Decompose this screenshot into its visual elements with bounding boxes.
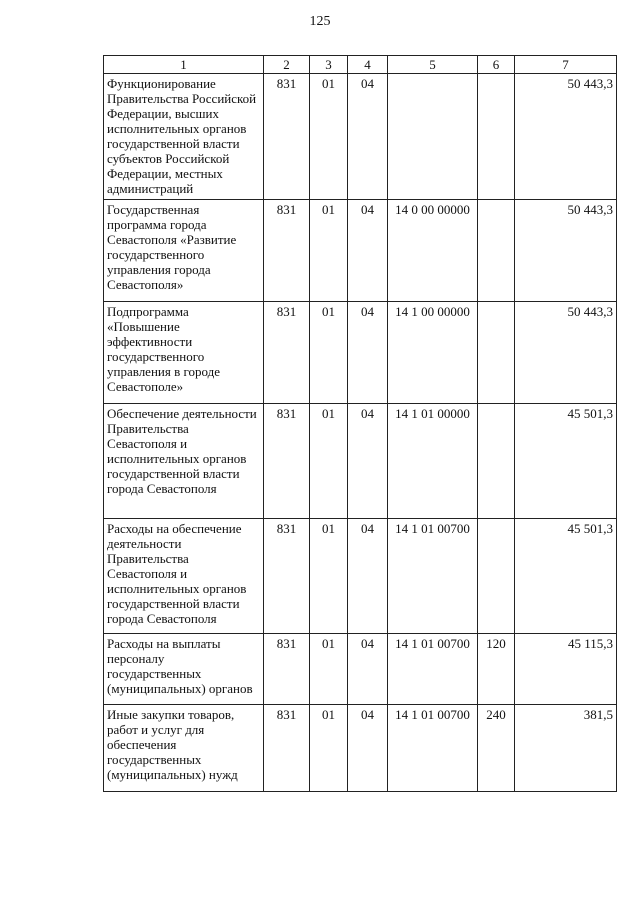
row-name: Иные закупки товаров, работ и услуг для обеспечения государственных (муниципальных) нужд xyxy=(104,705,264,792)
header-col-6: 6 xyxy=(478,56,515,74)
row-rz: 01 xyxy=(310,705,348,792)
row-pr: 04 xyxy=(348,302,388,404)
row-sum: 50 443,3 xyxy=(515,302,617,404)
row-pr: 04 xyxy=(348,74,388,200)
row-grbs: 831 xyxy=(264,519,310,634)
row-vr xyxy=(478,302,515,404)
header-col-7: 7 xyxy=(515,56,617,74)
row-pr: 04 xyxy=(348,705,388,792)
row-rz: 01 xyxy=(310,74,348,200)
row-name: Обеспечение деятельности Правительства Севастополя и исполнительных органов государственной власти города Севастополя xyxy=(104,404,264,519)
row-vr xyxy=(478,519,515,634)
header-col-4: 4 xyxy=(348,56,388,74)
header-col-5: 5 xyxy=(388,56,478,74)
header-col-2: 2 xyxy=(264,56,310,74)
row-name: Расходы на выплаты персоналу государственных (муниципальных) органов xyxy=(104,634,264,705)
row-csr: 14 1 01 00700 xyxy=(388,634,478,705)
row-vr xyxy=(478,404,515,519)
row-sum: 45 115,3 xyxy=(515,634,617,705)
row-vr: 120 xyxy=(478,634,515,705)
table-row xyxy=(104,634,617,705)
row-name: Функционирование Правительства Российской Федерации, высших исполнительных органов государственной власти субъектов Российской Федерации, местных администраций xyxy=(104,74,264,200)
row-vr: 240 xyxy=(478,705,515,792)
row-pr: 04 xyxy=(348,200,388,302)
row-csr xyxy=(388,74,478,200)
row-name: Расходы на обеспечение деятельности Правительства Севастополя и исполнительных органов государственной власти города Севастополя xyxy=(104,519,264,634)
row-sum: 45 501,3 xyxy=(515,404,617,519)
row-csr: 14 1 01 00700 xyxy=(388,705,478,792)
table-row xyxy=(104,404,617,519)
header-col-3: 3 xyxy=(310,56,348,74)
row-rz: 01 xyxy=(310,200,348,302)
row-rz: 01 xyxy=(310,404,348,519)
header-row xyxy=(104,56,617,74)
row-grbs: 831 xyxy=(264,404,310,519)
row-rz: 01 xyxy=(310,302,348,404)
row-vr xyxy=(478,74,515,200)
row-pr: 04 xyxy=(348,519,388,634)
row-csr: 14 0 00 00000 xyxy=(388,200,478,302)
row-name: Государственная программа города Севастополя «Развитие государственного управления города Севастополя» xyxy=(104,200,264,302)
row-csr: 14 1 01 00000 xyxy=(388,404,478,519)
table-row xyxy=(104,705,617,792)
row-pr: 04 xyxy=(348,634,388,705)
header-col-1: 1 xyxy=(104,56,264,74)
table-row xyxy=(104,74,617,200)
row-sum: 381,5 xyxy=(515,705,617,792)
row-sum: 45 501,3 xyxy=(515,519,617,634)
row-rz: 01 xyxy=(310,519,348,634)
row-vr xyxy=(478,200,515,302)
row-grbs: 831 xyxy=(264,634,310,705)
row-grbs: 831 xyxy=(264,74,310,200)
budget-table xyxy=(103,55,617,792)
row-grbs: 831 xyxy=(264,200,310,302)
page-number: 125 xyxy=(309,14,331,29)
row-sum: 50 443,3 xyxy=(515,200,617,302)
table-row xyxy=(104,200,617,302)
table-row xyxy=(104,519,617,634)
row-rz: 01 xyxy=(310,634,348,705)
row-grbs: 831 xyxy=(264,705,310,792)
table-row xyxy=(104,302,617,404)
row-sum: 50 443,3 xyxy=(515,74,617,200)
row-csr: 14 1 01 00700 xyxy=(388,519,478,634)
row-pr: 04 xyxy=(348,404,388,519)
row-grbs: 831 xyxy=(264,302,310,404)
row-name: Подпрограмма «Повышение эффективности государственного управления в городе Севастополе» xyxy=(104,302,264,404)
row-csr: 14 1 00 00000 xyxy=(388,302,478,404)
